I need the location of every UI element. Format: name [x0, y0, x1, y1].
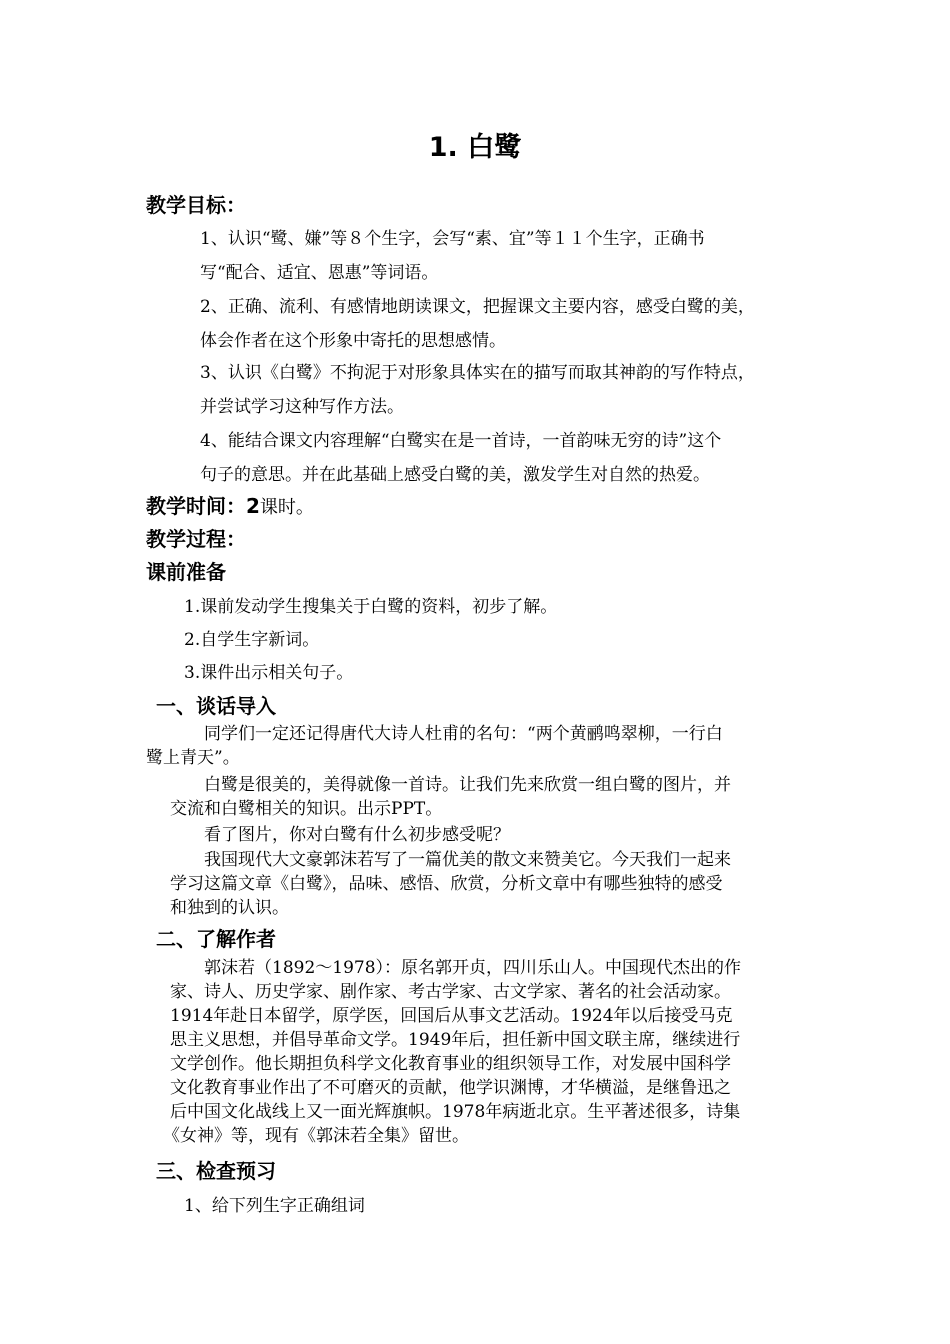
objective-line: 2、正确、流利、有感情地朗读课文，把握课文主要内容，感受白鹭的美， — [200, 297, 755, 317]
section1-heading: 一、谈话导入 — [156, 694, 276, 718]
section1-line: 学习这篇文章《白鹭》，品味、感悟、欣赏，分析文章中有哪些独特的感受 — [170, 874, 723, 894]
prep-item: 3.课件出示相关句子。 — [184, 663, 354, 683]
section1-line: 白鹭是很美的，美得就像一首诗。让我们先来欣赏一组白鹭的图片，并 — [204, 775, 731, 795]
section2-line: 文学创作。他长期担负科学文化教育事业的组织领导工作，对发展中国科学 — [170, 1054, 731, 1074]
objective-line: 并尝试学习这种写作方法。 — [200, 397, 404, 417]
section2-line: 《女神》等，现有《郭沫若全集》留世。 — [163, 1126, 469, 1146]
section2-line: 家、诗人、历史学家、剧作家、考古学家、古文学家、著名的社会活动家。 — [170, 982, 731, 1002]
teaching-time-label: 教学时间： — [146, 494, 246, 518]
section2-line: 思主义思想，并倡导革命文学。1949年后，担任新中国文联主席，继续进行 — [170, 1030, 741, 1050]
objective-line: 4、能结合课文内容理解“白鹭实在是一首诗，一首韵味无穷的诗”这个 — [200, 431, 722, 451]
section2-line: 1914年赴日本留学，原学医，回国后从事文艺活动。1924年以后接受马克 — [170, 1006, 733, 1026]
section2-line: 郭沫若（1892～1978）：原名郭开贞，四川乐山人。中国现代杰出的作 — [204, 958, 742, 978]
page-title: 1. 白鹭 — [428, 132, 522, 163]
section3-line: 1、给下列生字正确组词 — [184, 1196, 365, 1216]
section3-heading: 三、检查预习 — [156, 1159, 276, 1183]
teaching-time-unit: 课时。 — [259, 497, 314, 518]
teaching-time — [146, 491, 314, 523]
section1-line: 和独到的认识。 — [170, 898, 289, 918]
process-heading: 教学过程： — [146, 527, 246, 551]
teaching-time-value: 2 — [246, 494, 260, 518]
section1-line: 交流和白鹭相关的知识。出示PPT。 — [170, 799, 443, 819]
prep-item: 2.自学生字新词。 — [184, 630, 320, 650]
prep-heading: 课前准备 — [146, 560, 226, 584]
objectives-heading: 教学目标： — [146, 193, 246, 217]
section1-line: 我国现代大文豪郭沫若写了一篇优美的散文来赞美它。今天我们一起来 — [204, 850, 731, 870]
objective-line: 写“配合、适宜、恩惠”等词语。 — [200, 263, 439, 283]
section1-line: 同学们一定还记得唐代大诗人杜甫的名句：“两个黄鹂鸣翠柳，一行白 — [204, 724, 723, 744]
objective-line: 3、认识《白鹭》不拘泥于对形象具体实在的描写而取其神韵的写作特点， — [200, 363, 755, 383]
section2-line: 文化教育事业作出了不可磨灭的贡献，他学识渊博，才华横溢，是继鲁迅之 — [170, 1078, 731, 1098]
section1-line: 鹭上青天”。 — [146, 748, 240, 768]
section1-line: 看了图片，你对白鹭有什么初步感受呢？ — [204, 825, 510, 845]
section2-heading: 二、了解作者 — [156, 927, 276, 951]
objective-line: 1、认识“鹭、嫌”等８个生字，会写“素、宜”等１１个生字，正确书 — [200, 229, 705, 249]
objective-line: 句子的意思。并在此基础上感受白鹭的美，激发学生对自然的热爱。 — [200, 465, 710, 485]
section2-line: 后中国文化战线上又一面光辉旗帜。1978年病逝北京。生平著述很多，诗集 — [170, 1102, 741, 1122]
prep-item: 1.课前发动学生搜集关于白鹭的资料，初步了解。 — [184, 597, 558, 617]
objective-line: 体会作者在这个形象中寄托的思想感情。 — [200, 331, 506, 351]
